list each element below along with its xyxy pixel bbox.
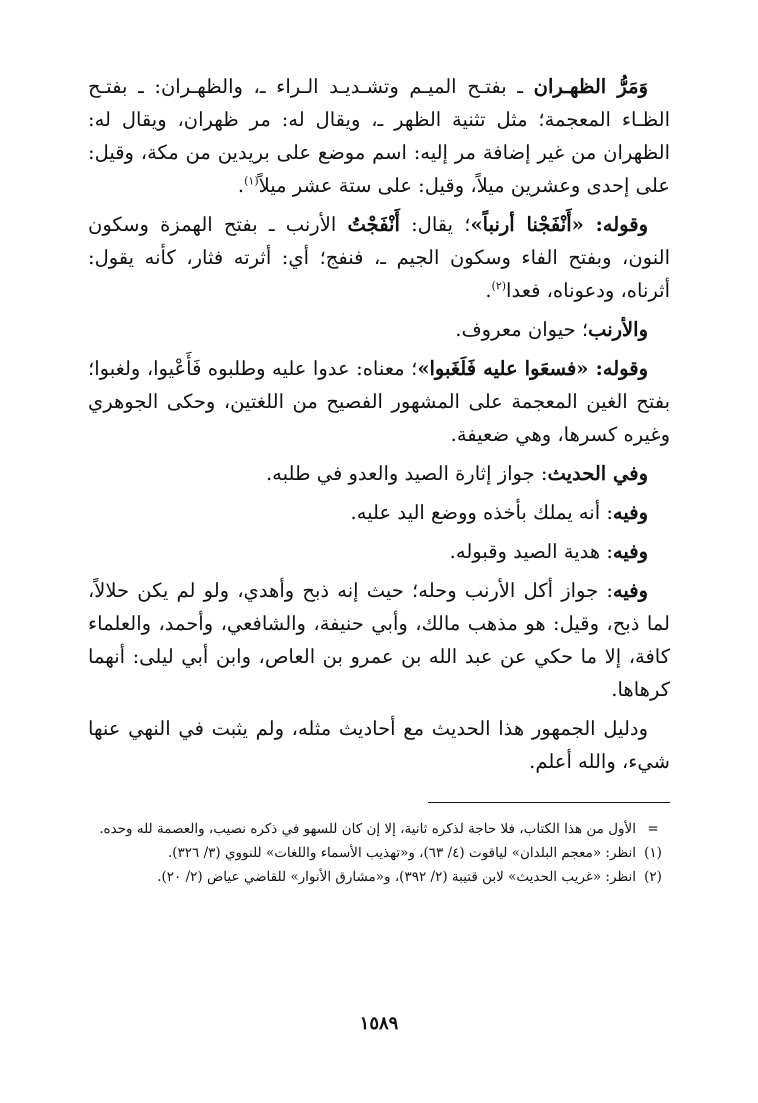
term-heading: وقوله: «أَنْفَجْنا أرنباً»	[470, 213, 648, 236]
paragraph-wafihi-2: وفيه: هدية الصيد وقبوله.	[449, 540, 648, 563]
footnote-ref: (٢)	[491, 279, 507, 293]
paragraph-marr-al-zahran: وَمَرُّ الظهـران ـ بفتـح الميـم وتشـديـد الـراء ـ، والظهـران: ـ بفتـح الظـاء المعجمة؛ مثل تثنية الظهر ـ، ويقال له: مر ظهران، ويقال له: الظهران من غير إضافة مر إليه: اسم موضع على بريدين من مكة، وقيل: على إحدى وعشرين ميلاً، وقيل: على ستة عشر ميلاً$^{(١)}$.	[88, 75, 670, 197]
paragraph-text: ـ بفتـح الميـم وتشـديـد الـراء ـ، والظهـران: ـ بفتـح الظـاء المعجمة؛ مثل تثنية الظهر ـ، ويقال له: مر ظهران، ويقال له: الظهران من غير إضافة مر إليه: اسم موضع على بريدين من مكة، وقيل: على إحدى وعشرين ميلاً، وقيل: على ستة عشر ميلاً	[88, 75, 670, 197]
footnotes	[88, 817, 670, 889]
paragraph-anfajna: وقوله: «أَنْفَجْنا أرنباً»؛ يقال: أَنْفَجْتُ الأرنب ـ بفتح الهمزة وسكون النون، وبفتح الفاء وسكون الجيم ـ، فنفج؛ أي: أثرته فثار، كأنه يقول: أثرناه، ودعوناه، فعدا$^{(٢)}$.	[88, 213, 670, 302]
footnote	[88, 841, 670, 865]
term-heading: وقوله: «فسعَوا عليه فَلَغَبوا»	[417, 357, 648, 380]
footnote-mark: (٢)	[644, 869, 662, 885]
term-heading: وفيه	[612, 540, 648, 563]
footnote	[88, 817, 670, 841]
paragraph-laghabu: وقوله: «فسعَوا عليه فَلَغَبوا»؛ معناه: عدوا عليه وطلبوه فَأَعْيوا، ولغبوا؛ بفتح الغين المعجمة على المشهور الفصيح من اللغتين، وحكى الجوهري وغيره كسرها، وهي ضعيفة.	[88, 357, 670, 446]
paragraph-arnab: والأرنب؛ حيوان معروف.	[455, 318, 648, 341]
footnote-text: انظر: «غريب الحديث» لابن قتيبة (٢/ ٣٩٢)، و«مشارق الأنوار» للقاضي عياض (٢/ ٢٠).	[157, 869, 636, 885]
footnote-mark: (١)	[644, 845, 662, 861]
footnote-text: انظر: «معجم البلدان» لياقوت (٤/ ٦٣)، و«تهذيب الأسماء واللغات» للنووي (٣/ ٣٢٦).	[167, 845, 636, 861]
footnote	[88, 865, 670, 889]
term-heading: وَمَرُّ الظهـران	[533, 75, 649, 98]
paragraph-fi-alhadith: وفي الحديث: جواز إثارة الصيد والعدو في طلبه.	[265, 462, 648, 485]
term-inline: أَنْفَجْتُ	[347, 213, 400, 236]
term-heading: والأرنب	[588, 318, 648, 341]
term-heading: وفي الحديث	[547, 462, 648, 485]
paragraph-dalil: ودليل الجمهور هذا الحديث مع أحاديث مثله، ولم يثبت في النهي عنها شيء، والله أعلم.	[88, 717, 670, 773]
paragraph-wafihi-1: وفيه: أنه يملك بأخذه ووضع اليد عليه.	[350, 501, 648, 524]
page-body	[88, 70, 670, 889]
footnote-ref: (١)	[244, 174, 259, 188]
paragraph-wafihi-3: وفيه: جواز أكل الأرنب وحله؛ حيث إنه ذبح وأهدي، ولو لم يكن حلالاً، لما ذبح، وقيل: هو مذهب مالك، وأبي حنيفة، والشافعي، وأحمد، والعلماء كافة، إلا ما حكي عن عبد الله بن عمرو بن العاص، وابن أبي ليلى: أنهما كرهاها.	[88, 579, 670, 701]
term-heading: وفيه	[612, 579, 648, 602]
term-heading: وفيه	[612, 501, 648, 524]
footnote-text: الأول من هذا الكتاب، فلا حاجة لذكره ثانية، إلا إن كان للسهو في ذكره نصيب، والعصمة لله وحده.	[99, 821, 636, 837]
footnote-divider	[428, 802, 670, 803]
footnote-mark: =	[647, 821, 659, 837]
page-number: ١٥٨٩	[359, 1013, 399, 1034]
